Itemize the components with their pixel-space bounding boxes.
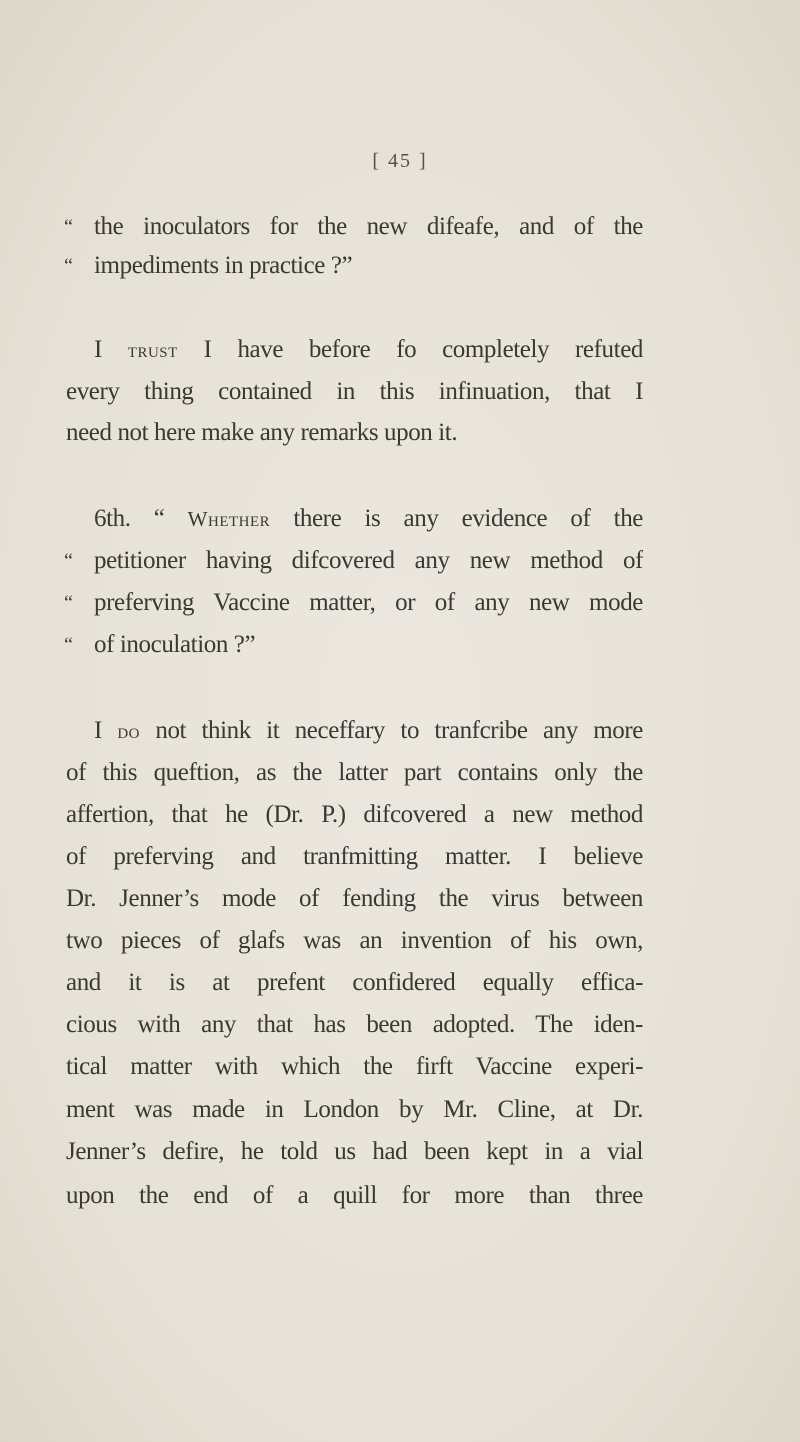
text-line: impediments in practice ?” [94,252,353,279]
text-line [94,502,643,536]
text-line: affertion, that he (Dr. P.) difcovered a new method [66,801,643,828]
text-line: of preferving and tranfmitting matter. I believe [66,843,643,870]
text-line [94,714,643,748]
quote-mark: “ [64,634,73,656]
text-line: of inoculation ?” [94,631,256,658]
text-line: the inoculators for the new difeafe, and of the [94,213,643,240]
small-caps-word: Whether [187,507,271,531]
text-line: upon the end of a quill for more than three [66,1182,643,1209]
text-line: petitioner having difcovered any new method of [94,547,643,574]
text-line: preferving Vaccine matter, or of any new mode [94,589,643,616]
text-line: and it is at prefent confidered equally effica- [66,969,643,996]
quote-mark: “ [64,216,73,238]
small-caps-word: do [117,719,140,743]
text-line: Jenner’s defire, he told us had been kept in a vial [66,1138,643,1165]
text-line: every thing contained in this infinuation, that I [66,378,643,405]
page-number: [ 45 ] [372,150,428,172]
text-segment: 6th. “ [94,505,165,532]
small-caps-word: trust [127,338,178,362]
text-line: of this queftion, as the latter part contains only the [66,759,643,786]
text-line: Dr. Jenner’s mode of fending the virus between [66,885,643,912]
text-line: cious with any that has been adopted. The iden- [66,1011,643,1038]
text-segment: I [94,336,102,363]
text-line: two pieces of glafs was an invention of his own, [66,927,643,954]
quote-mark: “ [64,592,73,614]
quote-mark: “ [64,255,73,277]
text-segment: not think it neceffary to tranfcribe any more [155,717,643,744]
text-line: ment was made in London by Mr. Cline, at Dr. [66,1096,643,1123]
text-line: tical matter with which the firft Vaccine experi- [66,1053,643,1080]
text-segment: I [94,717,102,744]
text-line [94,333,643,367]
quote-mark: “ [64,550,73,572]
text-line: need not here make any remarks upon it. [66,419,458,446]
text-segment: there is any evidence of the [293,505,643,532]
text-segment: I have before fo completely refuted [203,336,643,363]
